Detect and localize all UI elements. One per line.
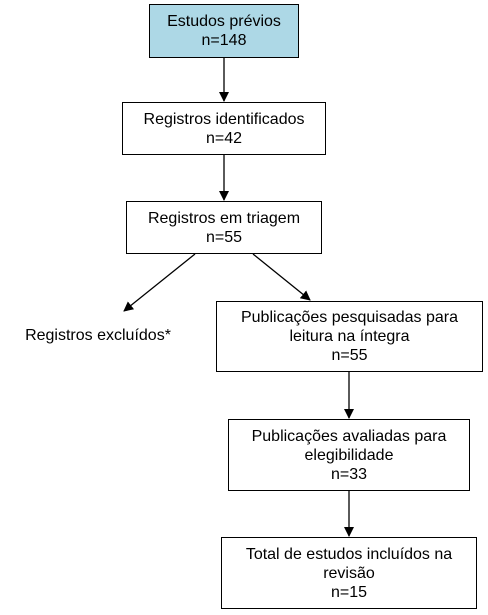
node-estudos-previos-count: n=148 xyxy=(201,32,247,49)
node-publicacoes-pesquisadas-count: n=55 xyxy=(331,347,368,364)
node-publicacoes-avaliadas-count: n=33 xyxy=(330,465,368,483)
node-total-incluidos-line2: revisão xyxy=(323,564,375,582)
node-publicacoes-avaliadas xyxy=(228,419,470,491)
edge-triagem-to-pesquisadas xyxy=(253,254,310,300)
node-estudos-previos-label: Estudos prévios xyxy=(167,13,281,30)
node-registros-triagem xyxy=(126,201,322,254)
node-publicacoes-avaliadas-line1: Publicações avaliadas para xyxy=(251,427,447,445)
node-registros-identificados-count: n=42 xyxy=(205,129,243,147)
node-registros-triagem-count: n=55 xyxy=(205,228,243,246)
node-total-incluidos-count: n=15 xyxy=(330,583,368,601)
node-registros-identificados xyxy=(122,102,326,155)
node-publicacoes-pesquisadas xyxy=(216,301,483,372)
node-registros-excluidos: Registros excluídos* xyxy=(25,327,171,344)
node-total-incluidos-line1: Total de estudos incluídos na xyxy=(245,545,453,563)
node-publicacoes-pesquisadas-line1: Publicações pesquisadas para xyxy=(240,309,459,326)
node-registros-identificados-label: Registros identificados xyxy=(143,110,305,128)
node-registros-triagem-label: Registros em triagem xyxy=(147,209,301,227)
node-publicacoes-avaliadas-line2: elegibilidade xyxy=(304,446,394,464)
node-publicacoes-pesquisadas-line2: leitura na íntegra xyxy=(289,328,410,345)
node-estudos-previos xyxy=(149,4,299,58)
node-total-incluidos xyxy=(221,537,477,609)
edge-triagem-to-excluidos xyxy=(124,254,195,311)
